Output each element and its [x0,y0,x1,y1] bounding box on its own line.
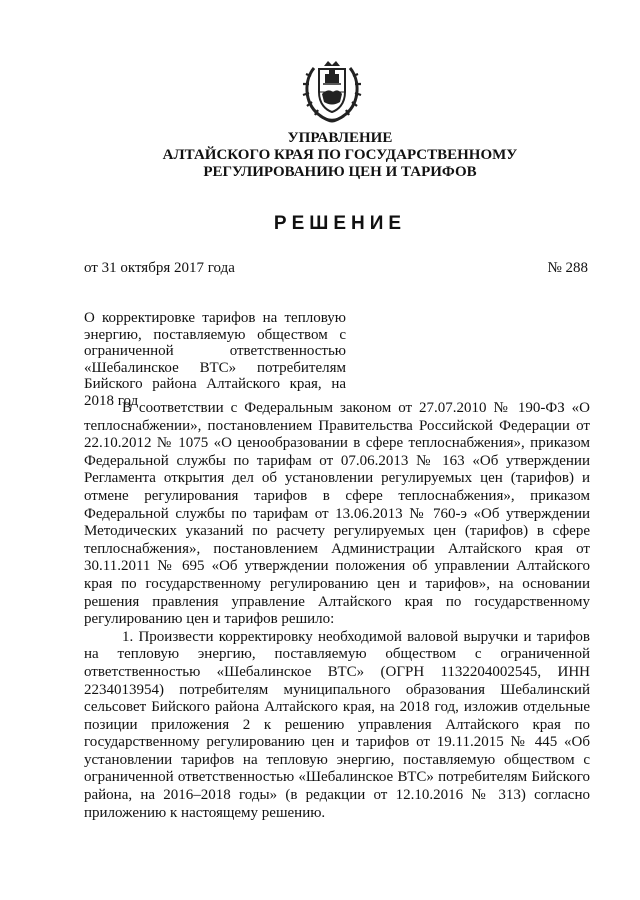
item-1-paragraph: 1. Произвести корректировку необходимой валовой выручки и тарифов на тепловую энергию, поставляемую обществом с ограниченной ответственностью «Шебалинское ВТС» (ОГРН 1132204002545, ИНН 2234013954) потребителям муниципального образования Шебалинский сельсовет Бийского района Алтайского края, на 2018 год, изложив отдельные позиции приложения 2 к решению управления Алтайского края по государственному регулированию цен и тарифов от 19.11.2015 № 445 «Об установлении тарифов на тепловую энергию, поставляемую обществом с ограниченной ответственностью «Шебалинское ВТС» потребителям Бийского района, на 2016–2018 годы» (в редакции от 12.10.2016 № 313) согласно приложению к настоящему решению. [84,628,590,821]
document-body [84,400,590,822]
authority-heading [140,130,540,181]
authority-line-3: РЕГУЛИРОВАНИЮ ЦЕН И ТАРИФОВ [203,164,477,180]
document-number: № 288 [547,260,588,276]
altai-krai-coat-of-arms-icon [300,58,364,124]
document-subject: О корректировке тарифов на тепловую энергию, поставляемую обществом с ограниченной ответственностью «Шебалинское ВТС» потребителям Бийского района Алтайского края, на 2018 год [84,310,346,409]
document-date: от 31 октября 2017 года [84,260,235,276]
authority-line-1: УПРАВЛЕНИЕ [287,130,393,146]
authority-line-2: АЛТАЙСКОГО КРАЯ ПО ГОСУДАРСТВЕННОМУ [162,147,518,163]
document-title: РЕШЕНИЕ [273,213,407,234]
preamble-paragraph: В соответствии с Федеральным законом от 27.07.2010 № 190-ФЗ «О теплоснабжении», постановлением Правительства Российской Федерации от 22.10.2012 № 1075 «О ценообразовании в сфере теплоснабжения», приказом Федеральной службы по тарифам от 07.06.2013 № 163 «Об утверждении Регламента открытия дел об установлении регулируемых цен (тарифов) и отмене регулирования тарифов в сфере теплоснабжения», приказом Федеральной службы по тарифам от 13.06.2013 № 760-э «Об утверждении Методических указаний по расчету регулируемых цен (тарифов) в сфере теплоснабжения», постановлением Администрации Алтайского края от 30.11.2011 № 695 «Об утверждении положения об управлении Алтайского края по государственному регулированию цен и тарифов», на основании решения правления управление Алтайского края по государственному регулированию цен и тарифов решило: [84,400,590,628]
